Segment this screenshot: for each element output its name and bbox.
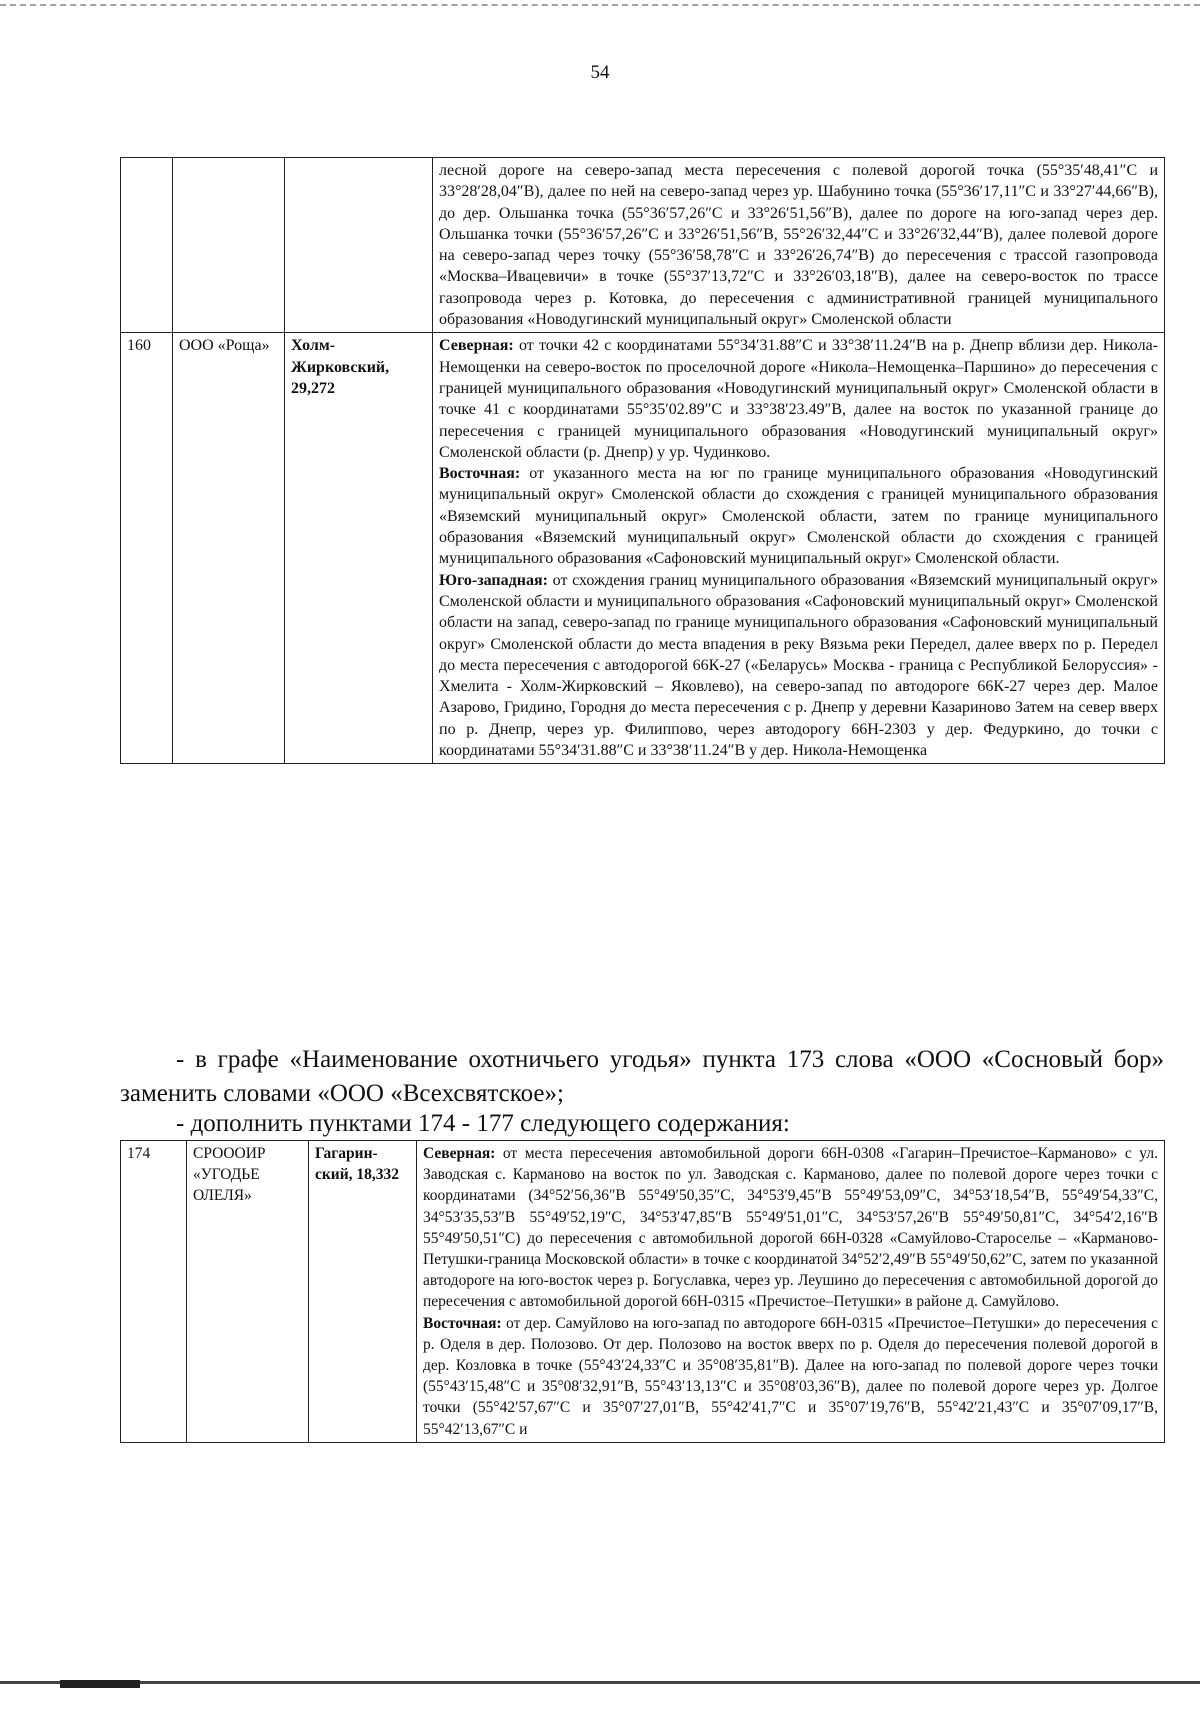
boundary-text: от дер. Самуйлово на юго-запад по автодороге 66Н-0315 «Пречистое–Петушки» до пересечения с р. Оделя в дер. Полозово. От дер. Полозово на восток вверх по р. Оделя до пересечения полевой дорогой в дер. Козловка в точке (55°43′24,33″С и 35°08′35,81″В). Далее на юго-запад по полевой дороге через точки (55°43′15,48″С и 35°08′32,91″В, 55°43′13,13″С и 35°08′03,36″В), далее по полевой дороге через ур. Долгое точки (55°42′57,67″С и 35°07′27,01″В, 55°42′41,7″С и 35°07′19,76″В, 55°42′21,43″С и 35°07′09,17″В, 55°42′13,67″С и <box>423 1314 1158 1438</box>
page-number: 54 <box>590 62 610 83</box>
boundary-text: от указанного места на юг по границе муниципального образования «Новодугинский муниципальный округ» Смоленской области до схождения с границей муниципального образования «Вяземский муниципальный округ» Смоленской области, затем по границе муниципального образования «Вяземский муниципальный округ» Смоленской области до схождения с границей муниципального образования «Сафоновский муниципальный округ» Смоленской области. <box>439 465 1158 568</box>
name-cell: ООО «Роща» <box>173 333 285 764</box>
scan-edge-mark <box>60 1680 140 1688</box>
boundary-north <box>439 335 1158 463</box>
boundary-description <box>433 158 1165 333</box>
hunting-grounds-table <box>120 157 1165 764</box>
boundary-east <box>423 1313 1158 1440</box>
district-cell <box>285 158 433 333</box>
boundary-description <box>433 333 1165 764</box>
number-cell: 160 <box>121 333 173 764</box>
boundary-text: от точки 42 с координатами 55°34′31.88″С и 33°38′11.24″В на р. Днепр вблизи дер. Никола-Немощенки на северо-восток по проселочной дороге «Никола–Немощенка–Паршино» до пересечения с границей муниципального образования «Новодугинский муниципальный округ» Смоленской области в точке 41 с координатами 55°35′02.89″С и 33°38′23.49″В, далее на восток по указанной границе до пересечения с границей муниципального образования «Новодугинский муниципальный округ» Смоленской области (р. Днепр) у ур. Чудинково. <box>439 337 1158 461</box>
table-row <box>121 158 1165 333</box>
boundary-label: Восточная: <box>439 465 521 483</box>
boundary-east <box>439 463 1158 569</box>
boundary-southwest <box>439 570 1158 762</box>
number-cell <box>121 158 173 333</box>
boundary-text: лесной дороге на северо-запад места пересечения с полевой дорогой точка (55°35′48,41″С и 33°28′28,04″В), далее по ней на северо-запад через ур. Шабунино точка (55°36′17,11″С и 33°27′44,66″В), до дер. Ольшанка точка (55°36′57,26″С и 33°26′51,56″В), далее по дороге на юго-запад через дер. Ольшанка точки (55°36′57,26″С и 33°26′51,56″В, 55°26′32,44″С и 33°26′32,44″В), далее полевой дороге на северо-запад через точку (55°36′58,78″С и 33°26′26,74″В) до пересечения с трассой газопровода «Москва–Ивацевичи» в точке (55°37′13,72″С и 33°26′03,18″В), далее на северо-восток по трассе газопровода через р. Котовка, до пересечения с административной границей муниципального образования «Новодугинский муниципальный округ» Смоленской области <box>439 162 1158 329</box>
number-cell: 174 <box>121 1141 187 1443</box>
district-cell: Гагарин-ский, 18,332 <box>309 1141 417 1443</box>
boundary-north <box>423 1143 1158 1313</box>
name-cell <box>173 158 285 333</box>
boundary-description <box>417 1141 1165 1443</box>
amendment-instruction: - дополнить пунктами 174 - 177 следующего содержания: <box>176 1110 790 1137</box>
hunting-grounds-table <box>120 1140 1165 1443</box>
boundary-label: Северная: <box>423 1145 496 1162</box>
district-cell: Холм-Жирковский, 29,272 <box>285 333 433 764</box>
scan-edge-bottom <box>0 1673 1200 1684</box>
boundary-label: Юго-западная: <box>439 571 548 589</box>
amendment-instruction: - в графе «Наименование охотничьего угодья» пункта 173 слова «ООО «Сосновый бор» заменить словами «ООО «Всехсвятское»; <box>120 1046 1164 1107</box>
boundary-label: Северная: <box>439 337 514 355</box>
boundary-text: от схождения границ муниципального образования «Вяземский муниципальный округ» Смоленской области и муниципального образования «Сафоновский муниципальный округ» Смоленской области на запад, северо-запад по границе муниципального образования «Сафоновский муниципальный округ» Смоленской области до места впадения в реку Вязьма реки Передел, далее вверх по р. Передел до места пересечения с автодорогой 66К-27 («Беларусь» Москва - граница с Республикой Белоруссия» - Хмелита - Холм-Жирковский – Яковлево), на северо-запад по автодороге 66К-27 через дер. Малое Азарово, Гридино, Городня до места пересечения с р. Днепр у деревни Казариново Затем на север вверх по р. Днепр, через ур. Филиппово, через автодорогу 66Н-2303 у дер. Федуркино, до точки с координатами 55°34′31.88″С и 33°38′11.24″В у дер. Никола-Немощенка <box>439 571 1158 760</box>
boundary-label: Восточная: <box>423 1314 502 1332</box>
scan-edge-top <box>0 4 1200 12</box>
table-row <box>121 1141 1165 1443</box>
table-row <box>121 333 1165 764</box>
boundary-text: от места пересечения автомобильной дороги 66Н-0308 «Гагарин–Пречистое–Карманово» с ул. Заводская с. Карманово на восток по ул. Заводская с. Карманово, далее по полевой дороге через точки с координатами (34°52′56,36″В 55°49′50,35″С, 34°53′9,45″В 55°49′53,09″С, 34°53′18,54″В, 55°49′54,33″С, 34°53′35,53″В 55°49′52,19″С, 34°53′47,85″В 55°49′51,01″С, 34°53′57,26″В 55°49′50,81″С, 34°54′2,16″В 55°49′50,51″С) до пересечения с автомобильной дорогой 66Н-0328 «Самуйлово-Староселье – «Карманово-Петушки-граница Московской области» в точке с координатой 34°52′2,49″В 55°49′50,62″С, затем по указанной автодороге на юго-восток через р. Богуславка, через ур. Леушино до пересечения с автомобильной дорогой до пересечения с автомобильной дорогой 66Н-0315 «Пречистое–Петушки» в районе д. Самуйлово. <box>423 1145 1158 1311</box>
name-cell: СРОООИР «УГОДЬЕ ОЛЕЛЯ» <box>187 1141 309 1443</box>
